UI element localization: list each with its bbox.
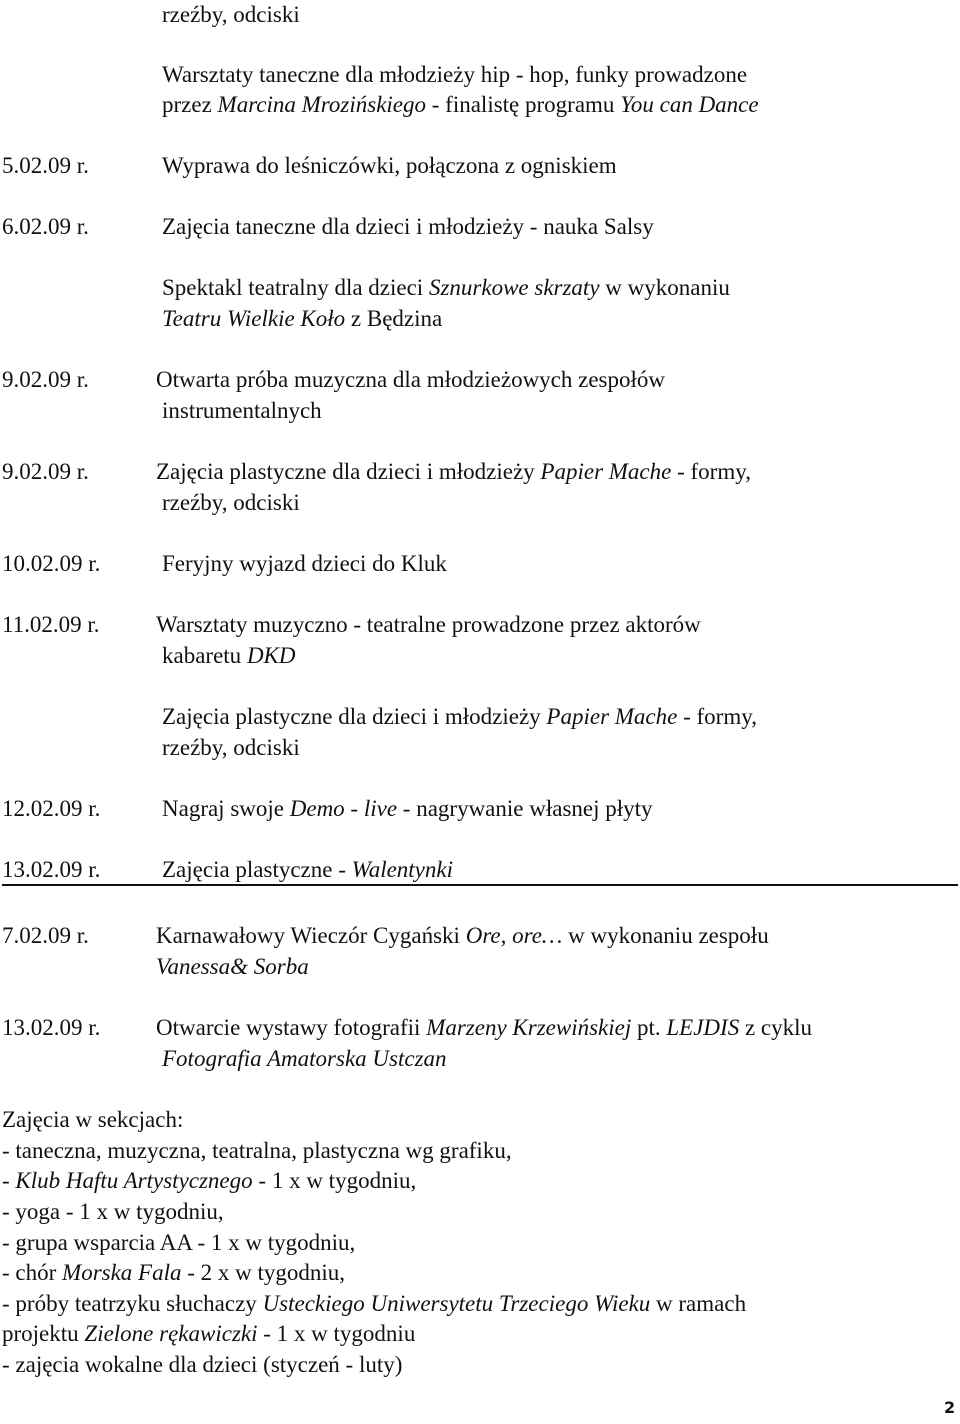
italic-text: Fotografia Amatorska Ustczan [162,1046,447,1071]
text-segment: Zajęcia plastyczne - [162,857,352,882]
event-date [2,365,89,395]
text-segment: - formy, [677,704,757,729]
italic-text: Zielone rękawiczki [84,1321,258,1346]
event-description [162,304,442,334]
text-segment: - grupa wsparcia AA - 1 x w tygodniu, [2,1230,356,1255]
italic-text: Morska Fala [62,1260,182,1285]
text-segment: Zajęcia taneczne dla dzieci i młodzieży - nauka Salsy [162,214,654,239]
text-segment: Otwarta próba muzyczna dla młodzieżowych zespołów [156,367,665,392]
list-item [2,1289,746,1319]
text-segment: Wyprawa do leśniczówki, połączona z ogniskiem [162,153,617,178]
text-segment: rzeźby, odciski [162,2,300,27]
italic-text: Vanessa& Sorba [156,954,309,979]
italic-text: Ore, ore… [465,923,563,948]
event-description [162,702,757,732]
list-item [2,1350,402,1380]
text-segment: - zajęcia wokalne dla dzieci (styczeń - luty) [2,1352,403,1377]
event-description [156,610,701,640]
text-segment: 13.02.09 r. [2,857,101,882]
event-description [162,641,296,671]
text-segment: Spektakl teatralny dla dzieci [162,275,429,300]
text-segment: rzeźby, odciski [162,490,300,515]
text-segment: pt. [631,1015,667,1040]
event-date [2,549,100,579]
text-segment: - [2,1168,16,1193]
text-segment: - chór [2,1260,63,1285]
text-segment: przez [162,92,218,117]
text-segment: 11.02.09 r. [2,612,100,637]
event-description [156,952,309,982]
event-description [156,921,769,951]
event-date [2,1013,100,1043]
italic-text: Sznurkowe skrzaty [428,275,600,300]
text-segment: - taneczna, muzyczna, teatralna, plastyczna wg grafiku, [2,1138,512,1163]
text-segment: projektu [2,1321,85,1346]
event-date [2,855,100,885]
text-segment: 6.02.09 r. [2,214,89,239]
text-segment: 9.02.09 r. [2,367,89,392]
text-segment: w wykonaniu [599,275,730,300]
list-item [2,1258,345,1288]
italic-text: Marzeny Krzewińskiej [426,1015,632,1040]
text-segment: - 2 x w tygodniu, [181,1260,346,1285]
text-segment: - finalistę programu [426,92,621,117]
event-description [162,1044,447,1074]
list-item [2,1166,416,1196]
text-line [162,0,300,30]
event-date [2,921,89,951]
event-description [162,855,453,885]
text-segment: - nagrywanie własnej płyty [397,796,653,821]
event-description [162,396,322,426]
text-line [162,90,759,120]
italic-text: DKD [246,643,296,668]
italic-text: Demo - live [289,796,398,821]
event-description [162,794,653,824]
event-date [2,794,100,824]
text-segment: - 1 x w tygodniu [257,1321,416,1346]
text-segment: z cyklu [739,1015,813,1040]
text-segment: 10.02.09 r. [2,551,101,576]
event-description [162,733,300,763]
text-segment: 9.02.09 r. [2,459,89,484]
event-date [2,151,89,181]
text-segment: w ramach [650,1291,747,1316]
text-segment: kabaretu [162,643,247,668]
text-segment: 13.02.09 r. [2,1015,101,1040]
text-segment: Zajęcia plastyczne dla dzieci i młodzieży [162,704,547,729]
italic-text: Usteckiego Uniwersytetu Trzeciego Wieku [262,1291,651,1316]
event-date [2,212,89,242]
text-segment: - próby teatrzyku słuchaczy [2,1291,263,1316]
text-segment: 5.02.09 r. [2,153,89,178]
text-segment: - formy, [671,459,751,484]
event-description [156,457,751,487]
event-description [162,549,447,579]
italic-text: Marcina Mrozińskiego [217,92,427,117]
italic-text: LEJDIS [666,1015,740,1040]
list-item [2,1197,224,1227]
event-description [162,273,730,303]
list-item [2,1136,512,1166]
list-item [2,1319,415,1349]
text-segment: Feryjny wyjazd dzieci do Kluk [162,551,447,576]
text-segment: Otwarcie wystawy fotografii [156,1015,427,1040]
text-segment: z Będzina [345,306,443,331]
text-segment: w wykonaniu zespołu [562,923,769,948]
text-segment: 12.02.09 r. [2,796,101,821]
italic-text: Walentynki [351,857,453,882]
event-description [162,488,300,518]
list-item [2,1228,355,1258]
text-segment: rzeźby, odciski [162,735,300,760]
text-segment: Warsztaty muzyczno - teatralne prowadzone przez aktorów [156,612,701,637]
italic-text: Klub Haftu Artystycznego [15,1168,253,1193]
text-segment: Zajęcia plastyczne dla dzieci i młodzieży [156,459,541,484]
event-description [162,212,654,242]
event-date [2,457,89,487]
italic-text: You can Dance [620,92,759,117]
text-segment: - yoga - 1 x w tygodniu, [2,1199,224,1224]
page-number: 2 [944,1398,956,1417]
event-description [156,365,665,395]
event-description [162,151,617,181]
event-date [2,610,100,640]
italic-text: Papier Mache [546,704,678,729]
sections-heading [2,1105,183,1135]
text-segment: Nagraj swoje [162,796,290,821]
text-segment: Karnawałowy Wieczór Cygański [156,923,466,948]
event-description [156,1013,812,1043]
text-segment: Zajęcia w sekcjach: [2,1107,184,1132]
text-line [162,60,747,90]
text-segment: Warsztaty taneczne dla młodzieży hip - hop, funky prowadzone [162,62,748,87]
section-divider [2,884,958,886]
text-segment: - 1 x w tygodniu, [252,1168,417,1193]
italic-text: Teatru Wielkie Koło [162,306,346,331]
italic-text: Papier Mache [540,459,672,484]
text-segment: 7.02.09 r. [2,923,89,948]
text-segment: instrumentalnych [162,398,322,423]
